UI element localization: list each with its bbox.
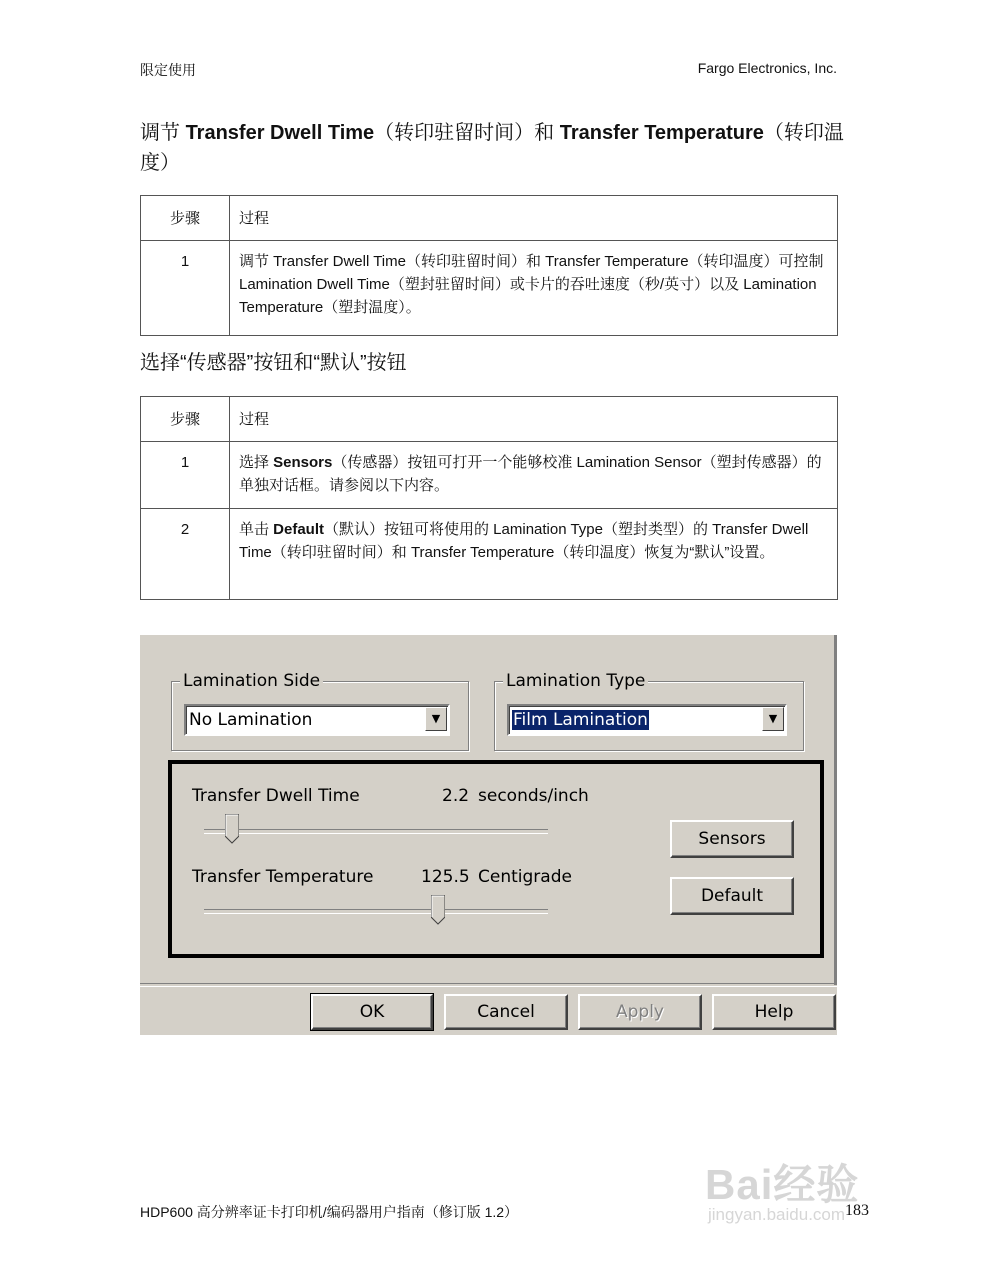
step-text-run: 单击 — [239, 521, 274, 538]
watermark-url: jingyan.baidu.com — [708, 1205, 846, 1224]
step-number: 1 — [141, 241, 230, 336]
step-description — [230, 509, 838, 600]
dialog-right-edge — [834, 635, 837, 985]
lamination-side-select[interactable] — [184, 704, 450, 736]
temperature-slider-track[interactable] — [204, 909, 548, 914]
temperature-value: 125.5 — [421, 867, 470, 887]
table-header-step: 步骤 — [141, 397, 230, 442]
section1-title — [140, 118, 860, 178]
table-header-process: 过程 — [230, 196, 838, 241]
header-left: 限定使用 — [140, 62, 196, 78]
chevron-down-icon[interactable]: ▼ — [762, 707, 784, 731]
lamination-type-value: Film Lamination — [513, 710, 648, 730]
title-run: （转印驻留时间）和 — [374, 122, 560, 144]
page-number: 183 — [845, 1202, 869, 1219]
watermark-logo: Bai经验 — [705, 1161, 860, 1208]
lamination-side-value: No Lamination — [189, 710, 313, 730]
lamination-side-label: Lamination Side — [180, 671, 323, 691]
lamination-settings-dialog — [140, 635, 837, 1035]
cancel-button[interactable]: Cancel — [444, 994, 568, 1030]
table-header-process: 过程 — [230, 397, 838, 442]
sensors-button[interactable]: Sensors — [670, 820, 794, 858]
apply-button[interactable]: Apply — [578, 994, 702, 1030]
default-button[interactable]: Default — [670, 877, 794, 915]
title-run: 调节 — [140, 122, 186, 144]
step-number: 2 — [141, 509, 230, 600]
step-description — [230, 241, 838, 336]
step-text-run: 调节 Transfer Dwell Time（转印驻留时间）和 Transfer Temperature（转印温度）可控制 Lamination Dwell Time（塑封驻留时间）或卡片的吞吐速度（秒/英寸）以及 Lamination Temperature（塑封温度）。 — [239, 253, 824, 316]
step-description — [230, 442, 838, 509]
lamination-type-select[interactable] — [507, 704, 787, 736]
step-text-run: （默认）按钮可将使用的 Lamination Type（塑封类型）的 Transfer Dwell Time（转印驻留时间）和 Transfer Temperature（转印温度）恢复为“默认”设置。 — [239, 521, 809, 561]
transfer-settings-frame — [168, 760, 824, 958]
table-header-step: 步骤 — [141, 196, 230, 241]
temperature-slider-thumb[interactable] — [431, 895, 445, 925]
temperature-unit: Centigrade — [478, 867, 572, 887]
steps-table-1 — [140, 195, 838, 336]
dwell-time-unit: seconds/inch — [478, 786, 589, 806]
footer-text: HDP600 高分辨率证卡打印机/编码器用户指南（修订版 1.2） — [140, 1204, 519, 1220]
ok-button[interactable]: OK — [311, 994, 433, 1030]
step-number: 1 — [141, 442, 230, 509]
dwell-time-slider-thumb[interactable] — [225, 814, 239, 844]
step-text-run: （传感器）按钮可打开一个能够校准 Lamination Sensor（塑封传感器）的单独对话框。请参阅以下内容。 — [239, 454, 822, 494]
dwell-time-label: Transfer Dwell Time — [192, 786, 360, 806]
step-text-run: 选择 — [239, 454, 274, 471]
section2-title: 选择“传感器”按钮和“默认”按钮 — [140, 352, 407, 374]
title-run: Transfer Dwell Time — [185, 122, 375, 144]
lamination-type-group — [494, 671, 804, 751]
lamination-side-group — [171, 671, 469, 751]
dwell-time-slider-track[interactable] — [204, 829, 548, 834]
chevron-down-icon[interactable]: ▼ — [425, 707, 447, 731]
temperature-label: Transfer Temperature — [192, 867, 374, 887]
header-right: Fargo Electronics, Inc. — [697, 60, 837, 76]
dialog-separator — [140, 983, 837, 987]
help-button[interactable]: Help — [712, 994, 836, 1030]
dwell-time-value: 2.2 — [442, 786, 470, 806]
title-run: （转印温度） — [140, 122, 844, 174]
title-run: Transfer Temperature — [559, 122, 764, 144]
step-text-run: Sensors — [273, 454, 333, 471]
step-text-run: Default — [273, 521, 325, 538]
steps-table-2 — [140, 396, 838, 600]
lamination-type-label: Lamination Type — [503, 671, 648, 691]
